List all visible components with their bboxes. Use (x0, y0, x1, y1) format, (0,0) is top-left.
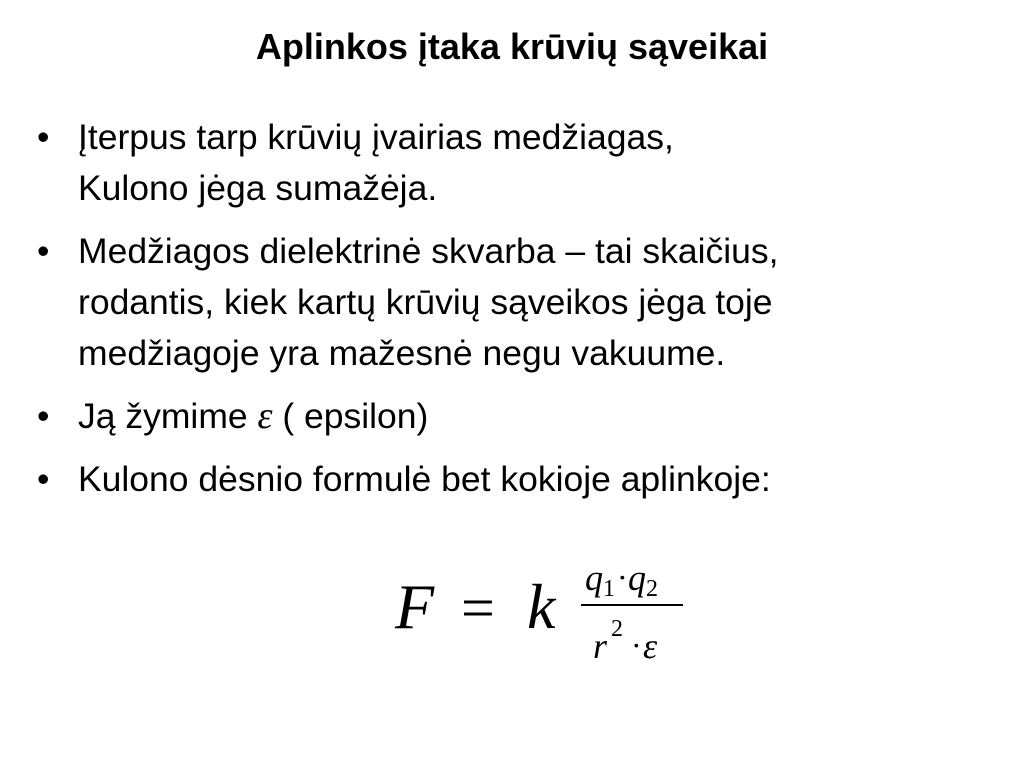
bullet-text (78, 391, 992, 442)
bullet-item (32, 112, 992, 214)
bullet-marker: • (37, 231, 50, 271)
formula-q2: q (628, 558, 646, 598)
formula-force-f: F (395, 571, 435, 642)
bullet-text (78, 226, 992, 379)
formula-sub-2: 2 (646, 576, 658, 602)
formula-dot-denominator: · (631, 627, 642, 663)
bullet-text-after-symbol: ( epsilon) (272, 396, 429, 436)
bullet-marker: • (37, 459, 50, 499)
bullet-line: rodantis, kiek kartų krūvių sąveikos jėga toje (78, 282, 773, 322)
bullet-item (32, 454, 992, 505)
formula-sub-1: 1 (603, 576, 615, 602)
slide-title: Aplinkos įtaka krūvių sąveikai (255, 26, 769, 67)
bullet-line: Kulono dėsnio formulė bet kokioje aplinkoje: (78, 459, 771, 499)
bullet-line (78, 391, 992, 442)
formula-dot-numerator: · (617, 559, 628, 595)
formula-constant-k: k (527, 571, 556, 642)
bullet-marker: • (37, 396, 50, 436)
formula-epsilon: ε (643, 626, 658, 666)
bullet-list (32, 112, 992, 517)
formula-r: r (593, 626, 608, 666)
bullet-item (32, 226, 992, 379)
bullet-line: medžiagoje yra mažesnė negu vakuume. (78, 333, 726, 373)
formula-q1: q (585, 558, 603, 598)
bullet-text-before-symbol: Ją žymime (78, 396, 258, 436)
epsilon-symbol: ε (257, 395, 273, 437)
bullet-line: Medžiagos dielektrinė skvarba – tai skaičius, (78, 231, 779, 271)
bullet-text (78, 112, 992, 214)
coulomb-law-formula (393, 558, 693, 668)
bullet-item (32, 391, 992, 442)
bullet-text (78, 454, 992, 505)
bullet-line: Įterpus tarp krūvių įvairias medžiagas, (78, 117, 674, 157)
formula-exp-2: 2 (611, 616, 623, 642)
bullet-marker: • (37, 117, 50, 157)
bullet-line: Kulono jėga sumažėja. (78, 168, 438, 208)
formula-equals: = (461, 575, 495, 641)
